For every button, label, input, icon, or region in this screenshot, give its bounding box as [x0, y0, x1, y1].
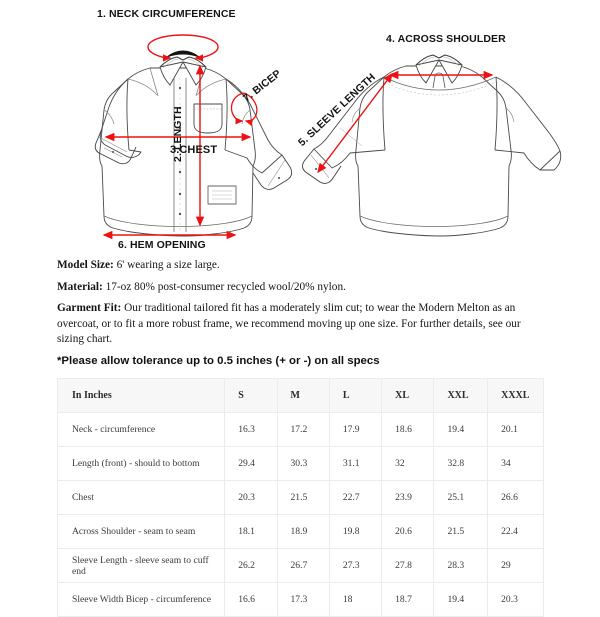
- row-label: Chest: [58, 481, 225, 515]
- column-header-xl: XL: [382, 379, 434, 413]
- table-row: [58, 447, 544, 481]
- neck-measure-arrow: [148, 35, 218, 58]
- cell-xxxl: 34: [488, 447, 544, 481]
- table-header-row: [58, 379, 544, 413]
- cell-l: 18: [329, 583, 381, 617]
- cell-xxl: 28.3: [434, 549, 488, 583]
- table-row: [58, 481, 544, 515]
- cell-xxl: 32.8: [434, 447, 488, 481]
- tolerance-note: *Please allow tolerance up to 0.5 inches (+ or -) on all specs: [57, 354, 380, 367]
- row-label: Across Shoulder - seam to seam: [58, 515, 225, 549]
- table-row: [58, 515, 544, 549]
- row-label: Neck - circumference: [58, 413, 225, 447]
- label-bicep: 7. BICEP: [241, 67, 284, 105]
- cell-xl: 18.7: [382, 583, 434, 617]
- cell-s: 29.4: [225, 447, 277, 481]
- label-neck-circumference: 1. NECK CIRCUMFERENCE: [97, 8, 236, 20]
- cell-xl: 18.6: [382, 413, 434, 447]
- cell-m: 17.3: [277, 583, 329, 617]
- material-label: Material:: [57, 280, 103, 293]
- shirt-diagram-svg: [0, 0, 600, 255]
- label-chest: 3.CHEST: [170, 144, 218, 156]
- table-row: [58, 413, 544, 447]
- model-size-text: 6' wearing a size large.: [113, 259, 220, 271]
- cell-m: 17.2: [277, 413, 329, 447]
- cell-xl: 32: [382, 447, 434, 481]
- label-sleeve-length: 5. SLEEVE LENGTH: [296, 71, 378, 149]
- cell-m: 18.9: [277, 515, 329, 549]
- row-label: Length (front) - should to bottom: [58, 447, 225, 481]
- table-row: [58, 549, 544, 583]
- cell-m: 30.3: [277, 447, 329, 481]
- cell-xxxl: 26.6: [488, 481, 544, 515]
- cell-m: 26.7: [277, 549, 329, 583]
- column-header-m: M: [277, 379, 329, 413]
- row-label: Sleeve Width Bicep - circumference: [58, 583, 225, 617]
- cell-l: 27.3: [329, 549, 381, 583]
- table-body: [58, 413, 544, 617]
- model-size-label: Model Size:: [57, 259, 114, 271]
- label-hem-opening: 6. HEM OPENING: [118, 239, 206, 251]
- cell-s: 16.6: [225, 583, 277, 617]
- label-length: 2. LENGTH: [172, 106, 184, 162]
- cell-l: 17.9: [329, 413, 381, 447]
- cell-xl: 23.9: [382, 481, 434, 515]
- column-header-s: S: [225, 379, 277, 413]
- cell-xxl: 19.4: [434, 413, 488, 447]
- column-header-l: L: [329, 379, 381, 413]
- label-across-shoulder: 4. ACROSS SHOULDER: [386, 33, 506, 45]
- garment-fit-label: Garment Fit:: [57, 302, 122, 314]
- row-label: Sleeve Length - sleeve seam to cuff end: [58, 549, 225, 583]
- shirt-back-view: [303, 55, 561, 236]
- cell-xxl: 19.4: [434, 583, 488, 617]
- cell-s: 26.2: [225, 549, 277, 583]
- garment-fit-text: Our traditional tailored fit has a moderately slim cut; to wear the Modern Melton as an overcoat, or to fit a more robust frame, we recommend moving up one size. For further details, see our sizing chart.: [57, 302, 521, 345]
- cell-xxl: 21.5: [434, 515, 488, 549]
- material-line: [57, 280, 547, 296]
- cell-xxxl: 20.1: [488, 413, 544, 447]
- cell-s: 20.3: [225, 481, 277, 515]
- cell-xl: 27.8: [382, 549, 434, 583]
- cell-xxxl: 22.4: [488, 515, 544, 549]
- cell-l: 31.1: [329, 447, 381, 481]
- column-header-xxxl: XXXL: [488, 379, 544, 413]
- measurement-diagram: [0, 0, 600, 255]
- size-chart-table: [57, 378, 544, 617]
- material-text: 17-oz 80% post-consumer recycled wool/20% nylon.: [102, 280, 346, 293]
- cell-xxxl: 29: [488, 549, 544, 583]
- product-details: [57, 258, 547, 375]
- cell-xxxl: 20.3: [488, 583, 544, 617]
- cell-l: 19.8: [329, 515, 381, 549]
- garment-fit-line: [57, 301, 547, 348]
- cell-xl: 20.6: [382, 515, 434, 549]
- cell-s: 16.3: [225, 413, 277, 447]
- cell-s: 18.1: [225, 515, 277, 549]
- cell-l: 22.7: [329, 481, 381, 515]
- cell-m: 21.5: [277, 481, 329, 515]
- cell-xxl: 25.1: [434, 481, 488, 515]
- column-header-in-inches: In Inches: [58, 379, 225, 413]
- column-header-xxl: XXL: [434, 379, 488, 413]
- model-size-line: [57, 258, 547, 274]
